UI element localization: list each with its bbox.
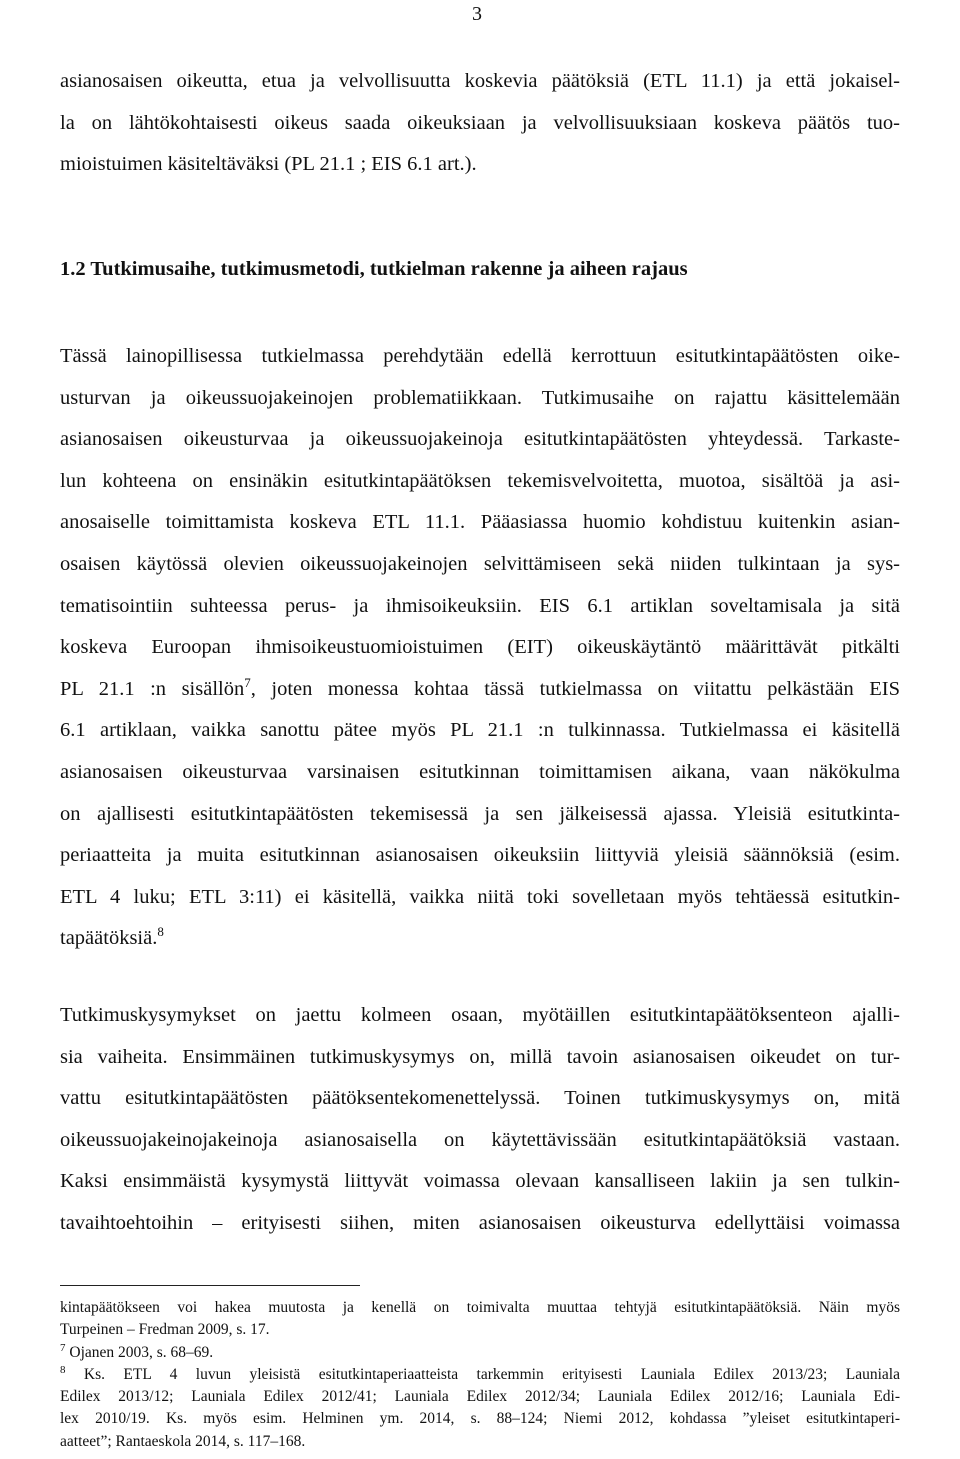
text-line: koskeva Euroopan ihmisoikeustuomioistuimen (EIT) oikeuskäytäntö määrittävät pitkälti <box>60 636 900 659</box>
text-line <box>60 918 900 960</box>
footnote-8 <box>60 1364 900 1386</box>
text-line: Tutkimuskysymykset on jaettu kolmeen osaan, myötäillen esitutkintapäätöksenteon ajalli- <box>60 1004 900 1026</box>
text-line: sia vaiheita. Ensimmäinen tutkimuskysymys on, millä tavoin asianosaisen oikeudet on tur- <box>60 1045 900 1068</box>
text-line: tematisointiin suhteessa perus- ja ihmisoikeuksiin. EIS 6.1 artiklan soveltamisala ja sitä <box>60 594 900 617</box>
text-line: Tässä lainopillisessa tutkielmassa perehdytään edellä kerrottuun esitutkintapäätösten oike- <box>60 345 900 367</box>
footnote-text: Ks. ETL 4 luvun yleisistä esitutkintaperiaatteista tarkemmin erityisesti Launiala Edilex 2013/23; Launiala <box>83 1365 900 1383</box>
text-line: oikeussuojakeinojakeinoja asianosaisella on käytettävissään esitutkintapäätöksiä vastaan. <box>60 1128 900 1151</box>
text-line: vattu esitutkintapäätösten päätöksentekomenettelyssä. Toinen tutkimuskysymys on, mitä <box>60 1087 900 1110</box>
text-line: anosaiselle toimittamista koskeva ETL 11.1. Pääasiassa huomio kohdistuu kuitenkin asian- <box>60 511 900 534</box>
footnote-ref-7: 7 <box>244 674 251 690</box>
footnote-line: Edilex 2013/12; Launiala Edilex 2012/41; Launiala Edilex 2012/34; Launiala Edilex 2012/16; Launiala Edi- <box>60 1388 900 1406</box>
intro-paragraph <box>60 61 900 186</box>
text-line: osaisen käytössä olevien oikeussuojakeinojen selvittämiseen sekä niiden tulkintaan ja sys- <box>60 552 900 575</box>
paragraph-2 <box>60 995 900 1245</box>
paragraph-1 <box>60 336 900 960</box>
text-line: asianosaisen oikeusturvaa ja oikeussuojakeinoja esitutkintapäätösten yhteydessä. Tarkaste- <box>60 428 900 451</box>
footnote-text: Ojanen 2003, s. 68–69. <box>69 1343 214 1361</box>
text-line: la on lähtökohtaisesti oikeus saada oikeuksiaan ja velvollisuuksiaan koskeva päätös tuo- <box>60 111 900 134</box>
footnote-line: lex 2010/19. Ks. myös esim. Helminen ym. 2014, s. 88–124; Niemi 2012, kohdassa ”yleiset esitutkintaperi- <box>60 1410 900 1428</box>
section-heading: 1.2 Tutkimusaihe, tutkimusmetodi, tutkielman rakenne ja aiheen rajaus <box>60 258 688 280</box>
text-fragment: , joten monessa kohtaa tässä tutkielmassa on viitattu pelkästään EIS <box>250 677 901 700</box>
text-line: lun kohteena on ensinäkin esitutkintapäätöksen tekemisvelvoitetta, muotoa, sisältöä ja asi- <box>60 469 900 492</box>
text-line: 6.1 artiklaan, vaikka sanottu pätee myös PL 21.1 :n tulkinnassa. Tutkielmassa ei käsitellä <box>60 719 900 742</box>
footnote-line: aatteet”; Rantaeskola 2014, s. 117–168. <box>60 1432 306 1450</box>
footnote-ref-8: 8 <box>157 924 164 940</box>
footnotes <box>60 1297 900 1453</box>
text-line: usturvan ja oikeussuojakeinojen problematiikkaan. Tutkimusaihe on rajattu käsittelemään <box>60 386 900 409</box>
text-line: asianosaisen oikeutta, etua ja velvollisuutta koskevia päätöksiä (ETL 11.1) ja että jokaisel- <box>60 70 900 92</box>
footnote-line: kintapäätökseen voi hakea muutosta ja kenellä on toimivalta muuttaa tehtyjä esitutkintapäätöksiä. Näin myös <box>60 1299 900 1316</box>
text-line: on ajallisesti esitutkintapäätösten tekemisessä ja sen jälkeisessä ajassa. Yleisiä esitutkinta- <box>60 802 900 825</box>
text-line: mioistuimen käsiteltäväksi (PL 21.1 ; EIS 6.1 art.). <box>60 153 477 176</box>
page-number: 3 <box>472 3 482 25</box>
text-line: asianosaisen oikeusturvaa varsinaisen esitutkinnan toimittamisen aikana, vaan näkökulma <box>60 760 900 783</box>
footnote-line: Turpeinen – Fredman 2009, s. 17. <box>60 1321 270 1339</box>
footnote-separator <box>60 1285 360 1286</box>
text-line: Kaksi ensimmäistä kysymystä liittyvät voimassa olevaan kansalliseen lakiin ja sen tulkin- <box>60 1170 900 1193</box>
text-fragment: tapäätöksiä. <box>60 927 158 950</box>
text-line <box>60 669 900 711</box>
text-line: ETL 4 luku; ETL 3:11) ei käsitellä, vaikka niitä toki sovelletaan myös tehtäessä esitutkin- <box>60 885 900 908</box>
text-line: tavaihtoehtoihin – erityisesti siihen, miten asianosaisen oikeusturva edellyttäisi voimassa <box>60 1211 900 1234</box>
footnote-mark-7: 7 <box>60 1341 66 1354</box>
footnote-mark-8: 8 <box>60 1363 66 1376</box>
footnote-7 <box>60 1342 900 1364</box>
text-line: periaatteita ja muita esitutkinnan asianosaisen oikeuksiin liittyviä yleisiä säännöksiä (esim. <box>60 844 900 867</box>
text-fragment: PL 21.1 :n sisällön <box>60 677 245 700</box>
